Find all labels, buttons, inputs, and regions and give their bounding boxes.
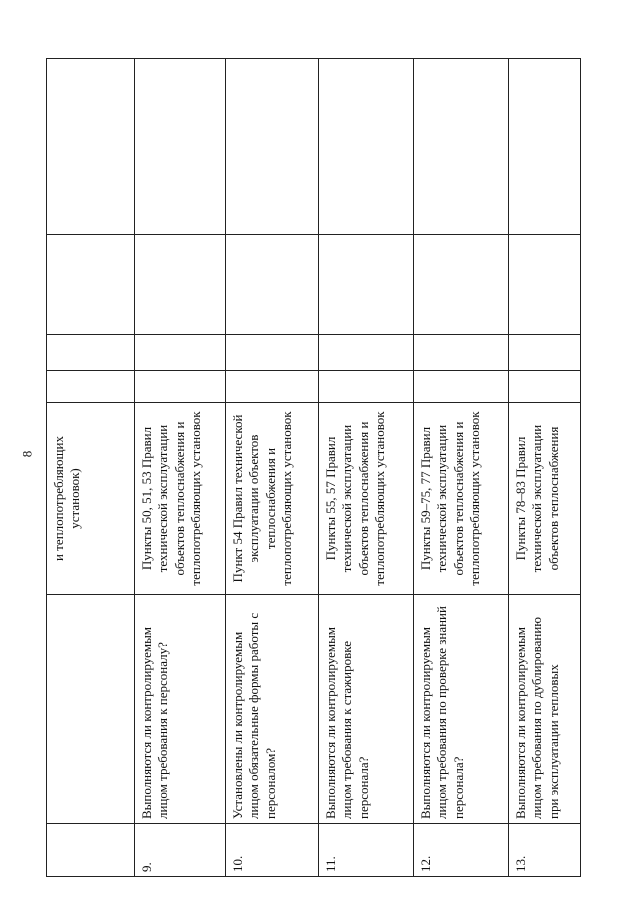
cell-question: Выполняются ли контролируемым лицом требования к персоналу?	[135, 595, 226, 824]
cell-note	[135, 59, 226, 235]
table-row	[509, 59, 581, 877]
cell-not-applicable	[509, 235, 581, 335]
cell-num: 11.	[319, 824, 414, 877]
cell-no	[509, 335, 581, 371]
cell-yes	[414, 371, 509, 403]
cell-yes	[226, 371, 319, 403]
cell-note	[509, 59, 581, 235]
cell-not-applicable	[47, 235, 135, 335]
cell-no	[226, 335, 319, 371]
cell-reference: Пункты 59–75, 77 Правил технической эксплуатации объектов теплоснабжения и теплопотребляющих установок	[414, 403, 509, 595]
cell-num: 9.	[135, 824, 226, 877]
cell-reference: Пункты 78–83 Правил технической эксплуатации объектов теплоснабжения	[509, 403, 581, 595]
cell-note	[414, 59, 509, 235]
cell-not-applicable	[226, 235, 319, 335]
table-row	[226, 59, 319, 877]
cell-reference: Пункт 54 Правил технической эксплуатации объектов теплоснабжения и теплопотребляющих установок	[226, 403, 319, 595]
cell-not-applicable	[414, 235, 509, 335]
cell-question: Установлены ли контролируемым лицом обязательные формы работы с персоналом?	[226, 595, 319, 824]
cell-no	[135, 335, 226, 371]
cell-question: Выполняются ли контролируемым лицом требования по проверке знаний персонала?	[414, 595, 509, 824]
cell-num	[47, 824, 135, 877]
checklist-table-area	[46, 59, 580, 877]
cell-not-applicable	[135, 235, 226, 335]
table-row	[135, 59, 226, 877]
cell-no	[47, 335, 135, 371]
cell-note	[226, 59, 319, 235]
cell-reference: и теплопотребляющих установок)	[47, 403, 135, 595]
table-row	[319, 59, 414, 877]
cell-num: 13.	[509, 824, 581, 877]
cell-note	[319, 59, 414, 235]
cell-reference: Пункты 55, 57 Правил технической эксплуатации объектов теплоснабжения и теплопотребляющих установок	[319, 403, 414, 595]
cell-yes	[135, 371, 226, 403]
cell-yes	[509, 371, 581, 403]
cell-num: 12.	[414, 824, 509, 877]
cell-yes	[47, 371, 135, 403]
cell-note	[47, 59, 135, 235]
table-row-continuation	[47, 59, 135, 877]
table-row	[414, 59, 509, 877]
cell-question	[47, 595, 135, 824]
checklist-table	[46, 58, 581, 877]
cell-not-applicable	[319, 235, 414, 335]
cell-yes	[319, 371, 414, 403]
cell-question: Выполняются ли контролируемым лицом требования по дублированию при эксплуатации тепловых	[509, 595, 581, 824]
page-number: 8	[19, 450, 35, 458]
cell-num: 10.	[226, 824, 319, 877]
cell-reference: Пункты 50, 51, 53 Правил технической эксплуатации объектов теплоснабжения и теплопотребляющих установок	[135, 403, 226, 595]
cell-question: Выполняются ли контролируемым лицом требования к стажировке персонала?	[319, 595, 414, 824]
cell-no	[319, 335, 414, 371]
cell-no	[414, 335, 509, 371]
